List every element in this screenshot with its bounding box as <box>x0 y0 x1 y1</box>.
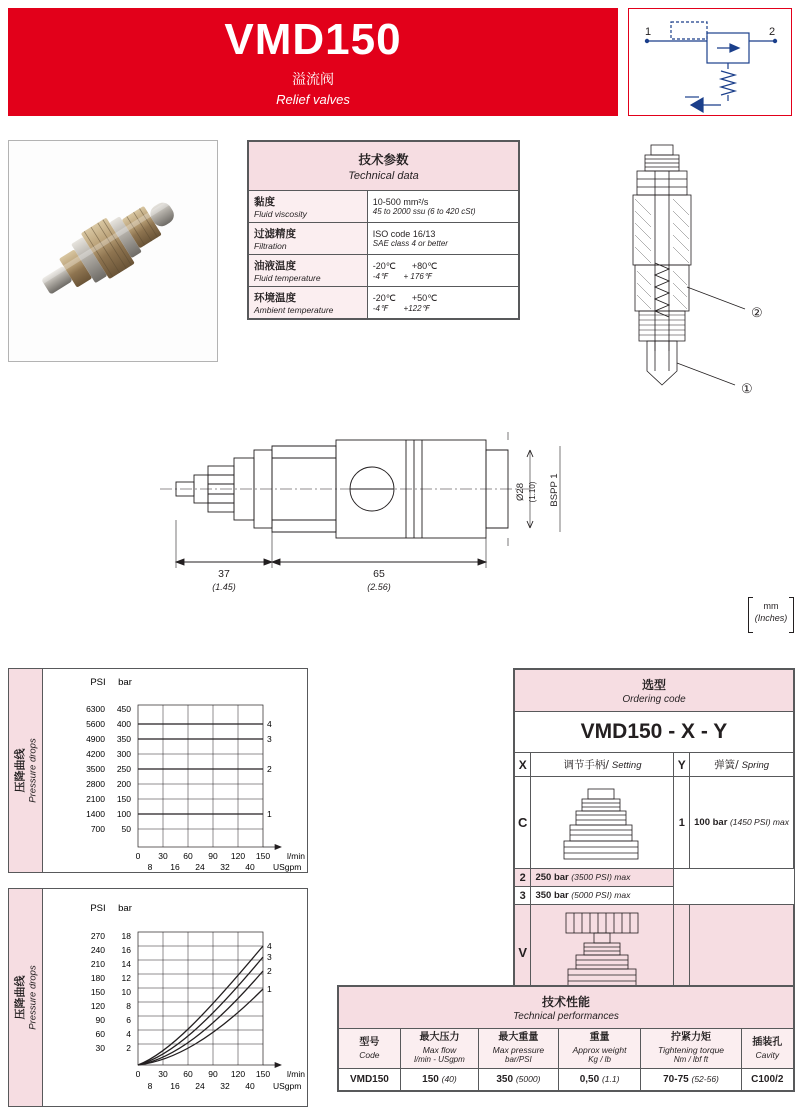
row-label-cn: 环境温度 <box>254 292 296 304</box>
svg-text:bar: bar <box>118 903 132 914</box>
svg-text:450: 450 <box>116 704 131 714</box>
tech-data-header-cn: 技术参数 <box>358 152 409 167</box>
spring-1-detail: (1450 PSI) max <box>729 817 789 827</box>
spring-3-detail: (5000 PSI) max <box>571 890 631 900</box>
svg-text:240: 240 <box>90 945 105 955</box>
chart-side-label-en-2: Pressure drops <box>28 965 40 1030</box>
spring-option-2 <box>531 869 674 887</box>
perf-header-en: Technical performances <box>513 1011 619 1022</box>
row-value-1: 10-500 mm²/s <box>372 197 429 207</box>
table-row <box>249 191 519 223</box>
svg-text:5600: 5600 <box>86 719 105 729</box>
svg-text:120: 120 <box>230 851 246 861</box>
row-value-2: 45 to 2000 ssu (6 to 420 cSt) <box>372 207 476 216</box>
row-value-2b: + 176℉ <box>403 271 432 281</box>
svg-text:270: 270 <box>90 931 105 941</box>
callout-1-label: ① <box>741 381 753 396</box>
ordering-code-table <box>513 668 795 1002</box>
cell-max-pressure: 350 (5000) <box>479 1069 559 1091</box>
diameter-inch-label: (1.10) <box>528 481 537 503</box>
svg-text:40: 40 <box>245 1081 255 1091</box>
spring-2-value: 250 bar <box>535 872 569 883</box>
chart-side-label-cn: 压降曲线 <box>14 748 28 793</box>
svg-text:90: 90 <box>95 1015 105 1025</box>
row-label-en: Filtration <box>254 241 287 251</box>
length-b-inch-label: (2.56) <box>367 582 391 592</box>
x-column-label-en: Setting <box>611 760 642 771</box>
svg-text:l/min: l/min <box>287 1069 305 1079</box>
product-subtitle-cn: 溢流阀 <box>292 71 334 88</box>
pressure-drop-chart-2 <box>8 888 308 1107</box>
svg-text:2: 2 <box>267 764 272 774</box>
knob-image-c <box>531 777 674 869</box>
row-value-1: ISO code 16/13 <box>372 229 436 239</box>
svg-text:USgpm: USgpm <box>273 862 302 872</box>
svg-text:USgpm: USgpm <box>273 1081 302 1091</box>
option-x-c[interactable]: C <box>515 777 531 869</box>
svg-text:16: 16 <box>170 862 180 872</box>
svg-text:30: 30 <box>95 1043 105 1053</box>
svg-text:14: 14 <box>121 959 131 969</box>
units-inches: (Inches) <box>754 613 788 624</box>
option-x-v[interactable]: V <box>515 905 531 1001</box>
product-subtitle-en: Relief valves <box>276 91 350 107</box>
svg-text:0: 0 <box>135 851 141 861</box>
col-max-flow: 最大压力 Max flow l/min - USgpm <box>400 1029 478 1069</box>
svg-text:40: 40 <box>245 862 255 872</box>
ordering-spring-row-3[interactable] <box>515 887 794 905</box>
svg-text:24: 24 <box>195 1081 205 1091</box>
svg-text:210: 210 <box>90 959 105 969</box>
x-column-label-cn: 调节手柄/ <box>563 759 609 771</box>
spring-3-value: 350 bar <box>535 890 569 901</box>
svg-text:3: 3 <box>267 734 272 744</box>
chart-side-label-en: Pressure drops <box>28 738 40 803</box>
brand-swoosh-icon <box>8 34 56 90</box>
svg-text:150: 150 <box>255 851 271 861</box>
svg-text:1: 1 <box>267 984 272 994</box>
svg-text:90: 90 <box>208 851 218 861</box>
ordering-header <box>515 670 794 712</box>
svg-text:120: 120 <box>90 1001 105 1011</box>
length-b-label: 65 <box>373 568 385 580</box>
col-cavity: 插装孔 Cavity <box>741 1029 793 1069</box>
units-mm: mm <box>763 601 779 611</box>
svg-text:90: 90 <box>208 1069 218 1079</box>
svg-text:4200: 4200 <box>86 749 105 759</box>
col-torque: 拧紧力矩 Tightening torque Nm / lbf ft <box>641 1029 741 1069</box>
svg-text:4: 4 <box>267 719 272 729</box>
svg-text:1: 1 <box>267 809 272 819</box>
svg-text:8: 8 <box>147 1081 153 1091</box>
svg-text:6: 6 <box>126 1015 131 1025</box>
row-value-2a: -4℉ <box>372 271 388 281</box>
y-column-key: Y <box>677 757 686 772</box>
spring-option-3 <box>531 887 674 905</box>
row-label-en: Fluid viscosity <box>254 209 307 219</box>
cell-cavity: C100/2 <box>741 1069 793 1091</box>
svg-text:8: 8 <box>147 862 153 872</box>
cell-max-flow: 150 (40) <box>400 1069 478 1091</box>
table-row <box>339 1069 794 1091</box>
ordering-header-cn: 选型 <box>641 678 666 692</box>
svg-text:10: 10 <box>121 987 131 997</box>
diameter-label: Ø28 <box>515 483 526 501</box>
perf-header <box>339 987 794 1029</box>
y-column-label-en: Spring <box>741 760 770 771</box>
perf-column-headers <box>339 1029 794 1069</box>
svg-text:100: 100 <box>116 809 131 819</box>
svg-text:PSI: PSI <box>90 677 106 688</box>
option-y-2[interactable]: 2 <box>515 869 531 887</box>
row-value-2a: -4℉ <box>372 303 388 313</box>
svg-text:700: 700 <box>90 824 105 834</box>
svg-text:18: 18 <box>121 931 131 941</box>
svg-text:150: 150 <box>255 1069 271 1079</box>
col-max-pressure: 最大重量 Max pressure bar/PSI <box>479 1029 559 1069</box>
pressure-drop-chart-1 <box>8 668 308 873</box>
svg-text:2800: 2800 <box>86 779 105 789</box>
table-row <box>249 255 519 287</box>
y-column-label-cn: 弹簧/ <box>714 759 739 771</box>
table-row <box>249 223 519 255</box>
svg-text:4: 4 <box>126 1029 131 1039</box>
col-weight: 重量 Approx weight Kg / lb <box>558 1029 641 1069</box>
spring-1-value: 100 bar <box>694 817 728 828</box>
svg-text:8: 8 <box>126 1001 131 1011</box>
svg-text:200: 200 <box>116 779 131 789</box>
svg-text:1400: 1400 <box>86 809 105 819</box>
col-code: 型号 Code <box>339 1029 401 1069</box>
row-label-en: Fluid temperature <box>254 273 321 283</box>
svg-text:120: 120 <box>230 1069 246 1079</box>
cell-code: VMD150 <box>339 1069 401 1091</box>
svg-text:PSI: PSI <box>90 903 106 914</box>
row-label-cn: 黏度 <box>254 196 275 208</box>
units-legend <box>748 597 794 633</box>
length-a-label: 37 <box>218 568 230 580</box>
length-a-inch-label: (1.45) <box>212 582 236 592</box>
chart-2-side-label <box>9 889 43 1106</box>
thread-label: BSPP 1 <box>549 473 560 507</box>
ordering-spring-row-2[interactable] <box>515 869 794 887</box>
svg-text:180: 180 <box>90 973 105 983</box>
svg-text:30: 30 <box>158 851 168 861</box>
technical-data-table <box>247 140 520 320</box>
option-y-3[interactable]: 3 <box>515 887 531 905</box>
svg-text:350: 350 <box>116 734 131 744</box>
product-photo <box>8 140 218 362</box>
svg-text:60: 60 <box>95 1029 105 1039</box>
cutaway-section-drawing <box>575 135 795 435</box>
ordering-option-row-c[interactable] <box>515 777 794 869</box>
svg-text:l/min: l/min <box>287 851 305 861</box>
x-column-key: X <box>518 757 527 772</box>
svg-text:32: 32 <box>220 1081 230 1091</box>
chart-side-label-cn-2: 压降曲线 <box>14 975 28 1020</box>
svg-text:4900: 4900 <box>86 734 105 744</box>
ordering-code-string: VMD150 - X - Y <box>515 712 794 753</box>
svg-text:6300: 6300 <box>86 704 105 714</box>
cell-weight: 0,50 (1.1) <box>558 1069 641 1091</box>
row-label-cn: 油液温度 <box>254 260 296 272</box>
svg-text:60: 60 <box>183 1069 193 1079</box>
svg-text:16: 16 <box>121 945 131 955</box>
spring-2-detail: (3500 PSI) max <box>571 872 631 882</box>
svg-text:0: 0 <box>135 1069 141 1079</box>
svg-text:60: 60 <box>183 851 193 861</box>
svg-text:bar: bar <box>118 677 132 688</box>
product-title: VMD150 <box>224 14 402 64</box>
svg-text:150: 150 <box>90 987 105 997</box>
svg-text:300: 300 <box>116 749 131 759</box>
technical-performances-table <box>337 985 795 1092</box>
symbol-port-2-label: 2 <box>769 26 776 38</box>
symbol-port-1-label: 1 <box>645 26 652 38</box>
svg-text:3500: 3500 <box>86 764 105 774</box>
hydraulic-symbol-diagram <box>628 8 792 116</box>
ordering-header-en: Ordering code <box>622 694 686 705</box>
svg-text:3: 3 <box>267 952 272 962</box>
row-value-1a: -20℃ <box>372 292 396 303</box>
row-label-en: Ambient temperature <box>254 305 334 315</box>
svg-text:2100: 2100 <box>86 794 105 804</box>
svg-text:150: 150 <box>116 794 131 804</box>
svg-text:30: 30 <box>158 1069 168 1079</box>
svg-text:250: 250 <box>116 764 131 774</box>
svg-text:400: 400 <box>116 719 131 729</box>
callout-2-label: ② <box>751 305 763 320</box>
perf-header-cn: 技术性能 <box>541 995 590 1009</box>
row-label-cn: 过滤精度 <box>254 228 296 240</box>
tech-data-header <box>249 142 519 191</box>
svg-text:12: 12 <box>121 973 131 983</box>
row-value-1b: +80℃ <box>411 260 438 271</box>
svg-text:32: 32 <box>220 862 230 872</box>
svg-text:4: 4 <box>267 941 272 951</box>
chart-1-side-label <box>9 669 43 872</box>
svg-text:16: 16 <box>170 1081 180 1091</box>
spring-option-1 <box>690 777 794 869</box>
svg-text:24: 24 <box>195 862 205 872</box>
svg-text:2: 2 <box>126 1043 131 1053</box>
cell-torque: 70-75 (52-56) <box>641 1069 741 1091</box>
svg-text:2: 2 <box>267 966 272 976</box>
page-header <box>8 8 618 116</box>
row-value-2b: +122℉ <box>403 303 430 313</box>
tech-data-header-en: Technical data <box>348 170 419 182</box>
dimension-drawing <box>120 420 680 620</box>
option-y-1[interactable]: 1 <box>674 777 690 869</box>
row-value-1a: -20℃ <box>372 260 396 271</box>
table-row <box>249 287 519 319</box>
row-value-1b: +50℃ <box>411 292 438 303</box>
row-value-2: SAE class 4 or better <box>372 239 448 248</box>
svg-text:50: 50 <box>121 824 131 834</box>
